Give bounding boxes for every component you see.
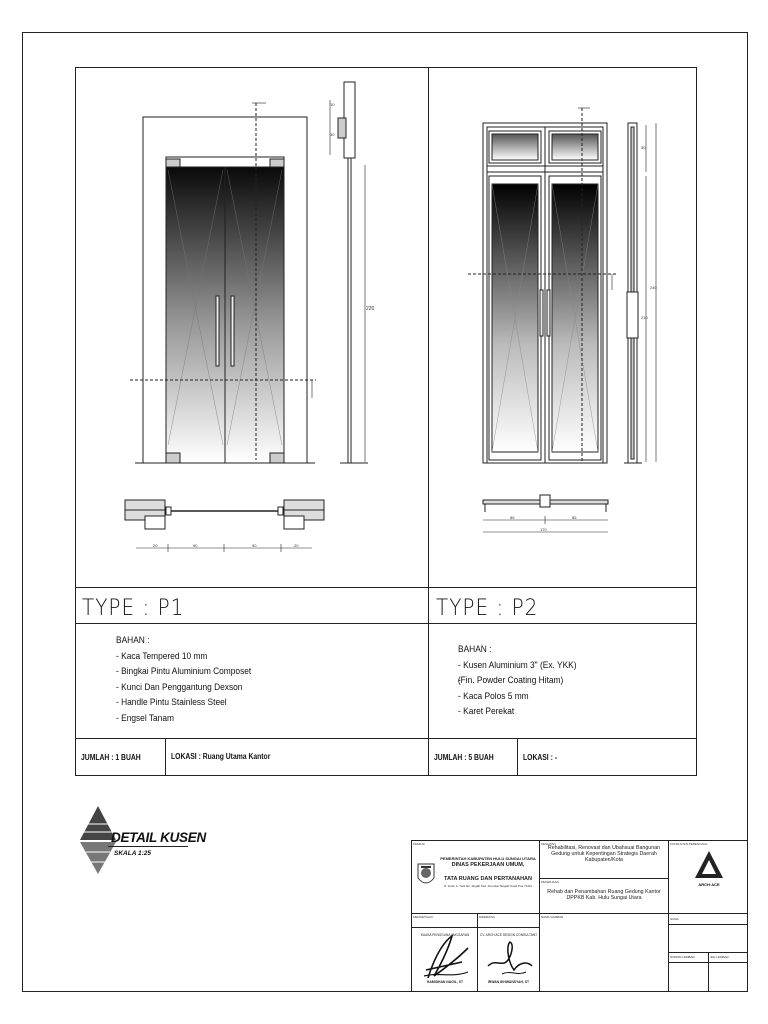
p1-top-height-dim: 30	[330, 132, 335, 137]
p1-material-item: - Kunci Dan Penggantung Dexson	[116, 680, 251, 696]
p1-material-item: - Bingkai Pintu Aluminium Composet	[116, 664, 251, 680]
p1-jumlah: JUMLAH : 1 BUAH	[81, 753, 141, 762]
p2-material-item	[458, 673, 577, 689]
tb-pemilik-label: PEMILIK	[413, 842, 425, 846]
tb-sign-header	[411, 927, 539, 928]
tb-agency-line3: TATA RUANG DAN PERTANAHAN	[444, 876, 532, 882]
footer-row-top	[75, 738, 697, 739]
tb-lembar-label: NOMOR LEMBAR	[670, 955, 695, 959]
p1-plan-dim-4: 20	[294, 543, 299, 548]
p1-bahan-label: BAHAN :	[116, 635, 150, 646]
p2-materials	[458, 642, 577, 720]
p1-type-label: TYPE : P1	[82, 594, 185, 621]
p2-total-dim: 240	[650, 285, 657, 290]
tb-sign2-role: CV. ARCH ACE DESIGN CONSULTANT	[479, 933, 538, 937]
p2-plan-dim-2: 85	[572, 515, 577, 520]
p2-footer-divider	[517, 738, 518, 776]
tb-nama-gambar-label: NAMA GAMBAR	[541, 915, 564, 919]
tb-kegiatan-label: KEGIATAN	[541, 842, 556, 846]
signature-2	[482, 936, 536, 980]
tb-agency-line2: DINAS PEKERJAAN UMUM,	[451, 862, 525, 868]
p1-plan-dim-3: 90	[252, 543, 257, 548]
p1-lokasi: LOKASI : Ruang Utama Kantor	[171, 752, 271, 761]
tb-agency-line1: PEMERINTAH KABUPATEN HULU SUNGAI UTARA	[440, 856, 536, 861]
tb-jumlah-lembar-label: JML LEMBAR	[710, 955, 729, 959]
p1-plan-dim-1: 20	[153, 543, 158, 548]
tb-right-row-1	[668, 924, 748, 925]
p2-material-item: - Kusen Aluminium 3" (Ex. YKK)	[458, 658, 577, 674]
p1-plan-dim-2: 90	[193, 543, 198, 548]
p1-material-item: - Kaca Tempered 10 mm	[116, 649, 251, 665]
tb-divider-2	[668, 840, 669, 992]
p2-bahan-label: BAHAN :	[458, 644, 492, 655]
p1-height-dim: 220	[366, 306, 375, 312]
p2-plan-dim-1: 85	[510, 515, 515, 520]
regency-emblem-icon	[416, 862, 436, 888]
p1-material-item: - Engsel Tanam	[116, 711, 251, 727]
tb-pekerjaan: Rehab dan Penambahan Ruang Gedung Kantor DPPKB Kab. Hulu Sungai Utara	[547, 889, 661, 902]
tb-konsultan-label: KONSULTAN PERENCANA	[670, 842, 708, 846]
tb-pekerjaan-label: PEKERJAAN	[541, 880, 559, 884]
type-row-bottom	[75, 623, 697, 624]
tb-sign-divider-2	[539, 913, 540, 992]
p2-elevation	[468, 108, 656, 463]
p2-material-item: - Karet Perekat	[458, 704, 577, 720]
tb-agency-address: Jl. Jend. A. Yani Ds. Jingah Kec. Amuntai Tengah Kode Pos 71411	[443, 884, 533, 888]
p1-elevation	[130, 82, 368, 463]
p2-lokasi: LOKASI : -	[523, 753, 557, 762]
tb-sign2-name: IRWAN IKHWANSYAH, ST	[487, 980, 530, 984]
drawing-title-underline	[108, 846, 188, 847]
tb-nama-label: NAMA	[670, 917, 679, 921]
tb-sign1-name: HAMIDHAN NAGIL, ST	[426, 980, 464, 984]
p2-type-label: TYPE : P2	[436, 594, 539, 621]
drawing-scale: SKALA 1:25	[114, 850, 151, 857]
p1-footer-divider	[165, 738, 166, 776]
tb-kegiatan: Rehabilitasi, Renovasi dan Ubahsuai Bangunan Gedung untuk Kepentingan Strategis Daerah Kabupaten/Kota	[547, 845, 661, 864]
p2-jumlah: JUMLAH : 5 BUAH	[434, 753, 494, 762]
p2-door-dim: 210	[641, 315, 648, 320]
tb-diperiksa-label: DIPERIKSA	[479, 915, 496, 919]
p2-material-item: - Kaca Polos 5 mm	[458, 689, 577, 705]
p2-plan-total-dim: 170	[540, 527, 547, 532]
p1-material-item: - Handle Pintu Stainless Steel	[116, 695, 251, 711]
tb-sign1-role: KUASA PENGGUNA ANGGARAN	[420, 933, 470, 937]
p2-top-dim: 30	[641, 145, 646, 150]
drawing-title: DETAIL KUSEN	[111, 830, 206, 845]
tb-kegiatan-divider	[539, 878, 668, 879]
tb-row-1	[411, 913, 748, 914]
p1-top-width-dim: 10	[330, 102, 335, 107]
signature-1	[418, 932, 474, 984]
p2-material-note: (Fin. Powder Coating Hitam)	[457, 675, 564, 686]
p1-materials	[116, 633, 251, 726]
consultant-logo-text: ARCH·ACE	[698, 882, 720, 887]
tb-right-divider	[708, 952, 709, 992]
tb-mengetahui-label: MENGETAHUI	[413, 915, 433, 919]
consultant-logo-icon	[694, 850, 724, 880]
